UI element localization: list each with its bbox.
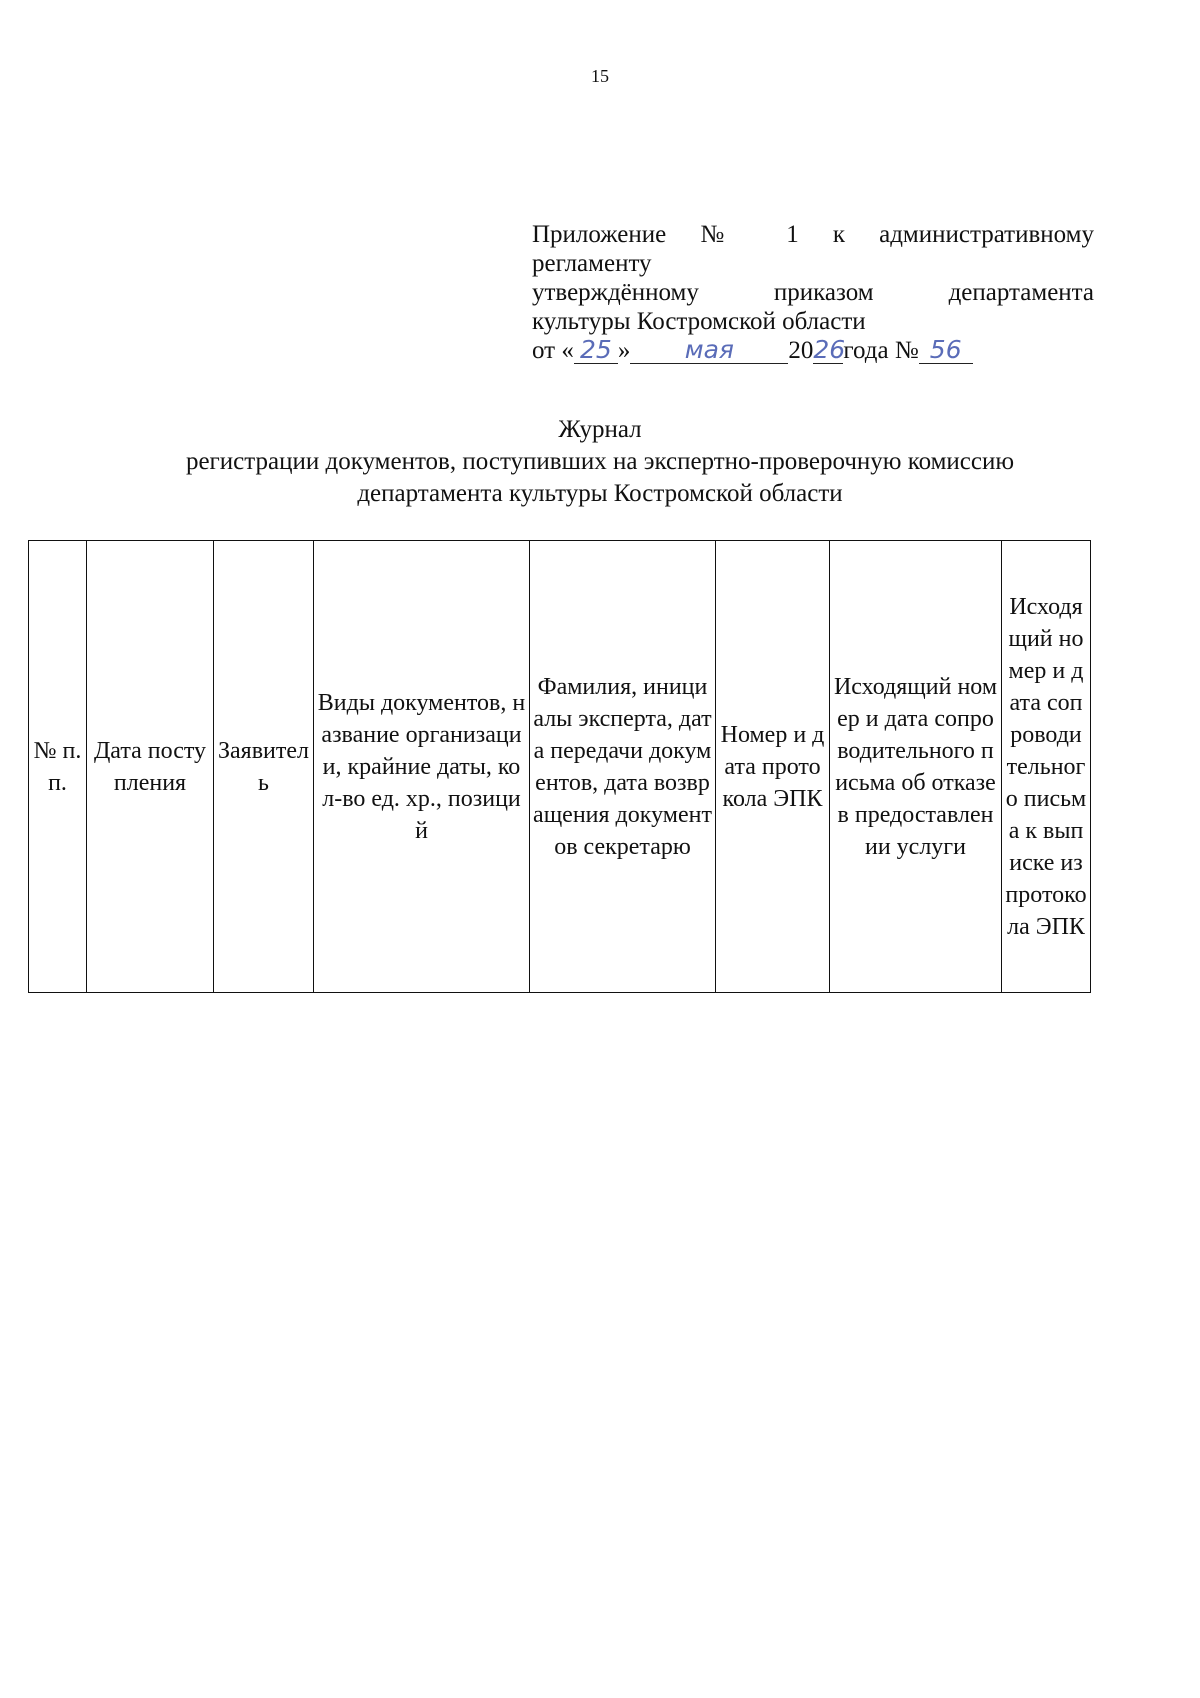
column-header-receipt-date: Дата поступления <box>87 541 214 993</box>
journal-title <box>0 414 1200 510</box>
journal-table <box>28 540 1091 993</box>
table-header-row <box>29 541 1091 993</box>
date-prefix: от « <box>532 337 574 364</box>
date-year-handwritten: 26 <box>813 335 846 364</box>
column-header-extract-letter: Исходящий номер и дата сопроводительного письма к выписке из протокола ЭПК <box>1002 541 1091 993</box>
appendix-date-line <box>532 336 1094 365</box>
column-header-protocol: Номер и дата протокола ЭПК <box>716 541 830 993</box>
page-number: 15 <box>591 66 609 86</box>
date-month-handwritten: мая <box>630 337 788 364</box>
date-quote-close: » <box>617 337 631 364</box>
appendix-line-3: утверждённому приказом департамента <box>532 279 1094 306</box>
title-line-3: департамента культуры Костромской области <box>357 480 843 507</box>
appendix-line-2: регламенту <box>532 250 652 277</box>
date-year-prefix: 20 <box>788 337 814 364</box>
title-line-2: регистрации документов, поступивших на экспертно-проверочную комиссию <box>185 448 1015 475</box>
column-header-expert: Фамилия, инициалы эксперта, дата передачи документов, дата возвращения документов секретарю <box>530 541 716 993</box>
column-header-number: № п.п. <box>29 541 87 993</box>
column-header-document-types: Виды документов, название организации, крайние даты, кол-во ед. хр., позиций <box>314 541 530 993</box>
date-day-handwritten: 25 <box>574 337 618 364</box>
appendix-line-1: Приложение № 1 к административному <box>532 221 1094 248</box>
column-header-applicant: Заявитель <box>214 541 314 993</box>
date-year-word: года № <box>843 337 919 364</box>
column-header-refusal-letter: Исходящий номер и дата сопроводительного письма об отказе в предоставлении услуги <box>830 541 1002 993</box>
document-number-handwritten: 56 <box>919 337 973 364</box>
appendix-line-4: культуры Костромской области <box>532 308 866 335</box>
appendix-block <box>532 220 1094 365</box>
title-line-1: Журнал <box>558 416 642 443</box>
